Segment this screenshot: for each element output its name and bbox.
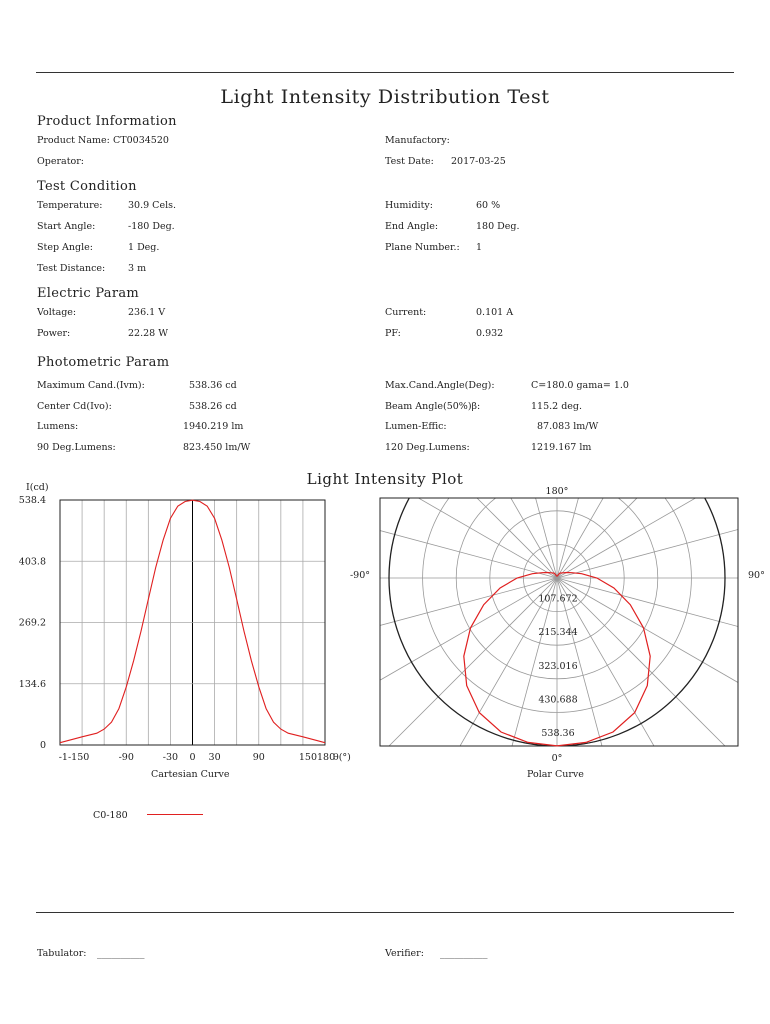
y-tick-label: 269.2: [18, 617, 46, 629]
x-tick-label: -1-150: [58, 752, 90, 763]
lumen-effic-value: 87.083 lm/W: [537, 421, 599, 432]
electric-param-heading: Electric Param: [37, 286, 140, 301]
cartesian-chart: [0, 470, 380, 780]
current-value: 0.101 A: [476, 307, 514, 318]
plane-number-label: Plane Number.:: [385, 242, 460, 253]
deg120-lumens-value: 1219.167 lm: [531, 442, 592, 453]
beam-angle-label: Beam Angle(50%)β:: [385, 401, 481, 412]
max-cand-angle-value: C=180.0 gama= 1.0: [531, 380, 629, 391]
test-distance-label: Test Distance:: [37, 263, 106, 274]
verifier-blank: __________: [440, 948, 488, 959]
tabulator-blank: __________: [97, 948, 145, 959]
x-tick-label: -90: [118, 752, 134, 763]
center-cd-label: Center Cd(Ivo):: [37, 401, 112, 412]
power-label: Power:: [37, 328, 71, 339]
plot-title: Light Intensity Plot: [306, 470, 464, 488]
test-condition-heading: Test Condition: [37, 179, 137, 194]
max-cand-value: 538.36 cd: [189, 380, 237, 391]
pf-value: 0.932: [476, 328, 504, 339]
report-title: Light Intensity Distribution Test: [220, 86, 550, 108]
bottom-rule: [36, 912, 734, 913]
voltage-value: 236.1 V: [128, 307, 166, 318]
radial-tick-label: 215.344: [538, 627, 578, 639]
polar-caption: Polar Curve: [527, 769, 584, 780]
angular-grid-line: [557, 480, 741, 578]
radial-tick-label: 538.36: [541, 728, 575, 739]
angular-grid-line: [557, 578, 765, 645]
y-tick-label: 538.4: [18, 495, 46, 506]
angular-grid-line: [490, 578, 557, 780]
lumens-value: 1940.219 lm: [183, 421, 244, 432]
temperature-value: 30.9 Cels.: [128, 200, 176, 211]
polar-chart: [340, 480, 765, 780]
humidity-value: 60 %: [476, 200, 501, 211]
deg90-lumens-label: 90 Deg.Lumens:: [37, 442, 116, 453]
y-axis-label: I(cd): [26, 482, 49, 493]
test-distance-value: 3 m: [128, 263, 147, 274]
verifier-label: Verifier:: [385, 948, 424, 959]
x-tick-label: 30: [208, 752, 221, 763]
deg120-lumens-label: 120 Deg.Lumens:: [385, 442, 470, 453]
x-tick-label: 90: [252, 752, 265, 763]
manufactory-label: Manufactory:: [385, 135, 450, 146]
legend-label: C0-180: [93, 810, 128, 821]
x-tick-label: -30: [162, 752, 179, 763]
voltage-label: Voltage:: [37, 307, 77, 318]
y-tick-label: 403.8: [18, 556, 46, 568]
lumens-label: Lumens:: [37, 421, 79, 432]
angular-grid-line: [557, 511, 765, 578]
start-angle-value: -180 Deg.: [128, 221, 175, 232]
angular-grid-line: [557, 578, 687, 780]
top-rule: [36, 72, 734, 73]
beam-angle-value: 115.2 deg.: [531, 401, 583, 412]
tabulator-label: Tabulator:: [37, 948, 87, 959]
radial-tick-label: 323.016: [538, 660, 578, 672]
angular-grid-line: [557, 578, 624, 780]
angle-label-90: 90°: [748, 570, 765, 581]
cartesian-caption: Cartesian Curve: [151, 769, 230, 780]
test-date-value: 2017-03-25: [451, 156, 506, 167]
angular-grid-line: [427, 578, 557, 780]
temperature-label: Temperature:: [37, 200, 103, 211]
photometric-param-heading: Photometric Param: [37, 355, 170, 370]
angular-grid-line: [557, 480, 765, 578]
test-date-label: Test Date:: [385, 156, 434, 167]
center-cd-value: 538.26 cd: [189, 401, 237, 412]
y-tick-label: 0: [39, 740, 46, 751]
x-tick-label: 150180: [298, 752, 336, 763]
current-label: Current:: [385, 307, 427, 318]
angle-label-neg90: -90°: [349, 570, 370, 581]
angle-label-0: 0°: [551, 753, 563, 764]
end-angle-label: End Angle:: [385, 221, 439, 232]
y-tick-label: 134.6: [18, 678, 46, 690]
product-name-value: CT0034520: [113, 135, 169, 146]
step-angle-label: Step Angle:: [37, 242, 93, 253]
legend-swatch: [147, 814, 203, 815]
pf-label: PF:: [385, 328, 401, 339]
product-name-label: Product Name:: [37, 135, 110, 146]
angular-grid-line: [340, 480, 557, 578]
angular-grid-line: [427, 480, 557, 578]
max-cand-label: Maximum Cand.(Ivm):: [37, 380, 145, 391]
angular-grid-line: [340, 578, 557, 645]
x-axis-label: θ(°): [333, 752, 351, 763]
radial-tick-label: 107.672: [538, 593, 578, 605]
power-value: 22.28 W: [128, 328, 168, 339]
lumen-effic-label: Lumen-Effic:: [385, 421, 447, 432]
angle-label-180: 180°: [545, 486, 569, 497]
max-cand-angle-label: Max.Cand.Angle(Deg):: [385, 380, 495, 391]
angular-grid-line: [557, 578, 765, 708]
product-info-heading: Product Information: [37, 114, 177, 129]
radial-tick-label: 430.688: [538, 694, 578, 706]
step-angle-value: 1 Deg.: [128, 242, 160, 253]
humidity-label: Humidity:: [385, 200, 433, 211]
operator-label: Operator:: [37, 156, 84, 167]
end-angle-value: 180 Deg.: [476, 221, 520, 232]
deg90-lumens-value: 823.450 lm/W: [183, 442, 251, 453]
angular-grid-line: [340, 511, 557, 578]
angular-grid-line: [373, 480, 557, 578]
plane-number-value: 1: [476, 242, 483, 253]
angular-grid-line: [340, 578, 557, 708]
start-angle-label: Start Angle:: [37, 221, 96, 232]
x-tick-label: 0: [189, 752, 196, 763]
angular-grid-line: [557, 480, 687, 578]
